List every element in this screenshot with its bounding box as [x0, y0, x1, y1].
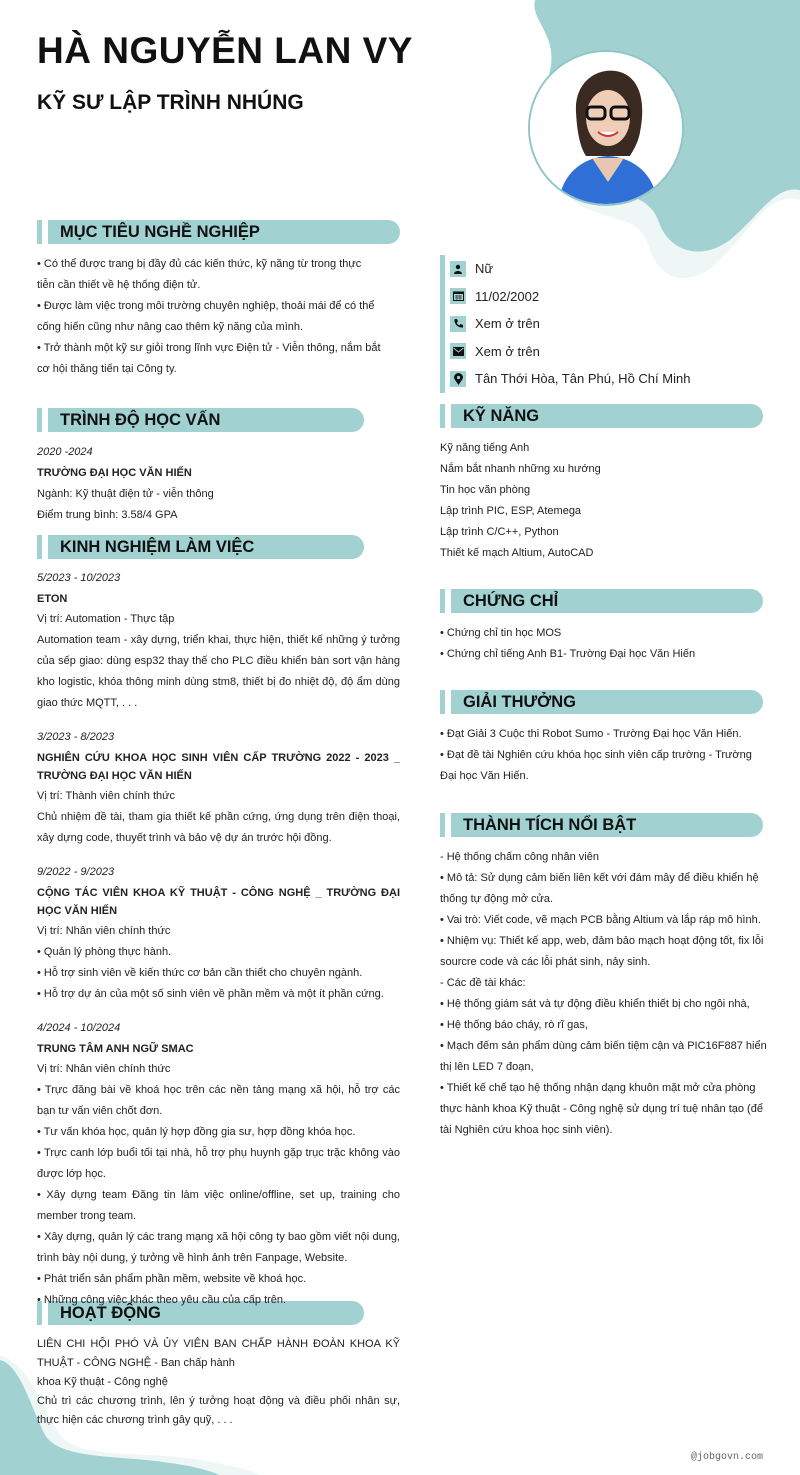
section-header-skills: [440, 404, 763, 428]
education-body: [37, 442, 400, 526]
list-item: - Hệ thống chấm công nhân viên: [440, 851, 599, 863]
experience-period: 3/2023 - 8/2023: [37, 731, 115, 743]
job-title: KỸ SƯ LẬP TRÌNH NHÚNG: [37, 91, 304, 114]
list-item: Lập trình PIC, ESP, Atemega: [440, 505, 582, 517]
contact-item: [450, 283, 770, 311]
section-header-achievements: [440, 813, 763, 837]
experience-line: • Quản lý phòng thực hành.: [37, 946, 172, 958]
section-header-objective: [37, 220, 400, 244]
achievements-body: [440, 847, 770, 1141]
list-item: • Chứng chỉ tin học MOS: [440, 627, 562, 639]
section-title: MỤC TIÊU NGHỀ NGHIỆP: [48, 220, 400, 244]
contact-info: [440, 255, 770, 393]
contact-text: Xem ở trên: [475, 316, 540, 332]
list-item: • Vai trò: Viết code, vẽ mạch PCB bằng Altium và lắp ráp mô hình.: [440, 914, 761, 926]
experience-item: [37, 1018, 400, 1311]
section-title: KỸ NĂNG: [451, 404, 763, 428]
candidate-name: HÀ NGUYỄN LAN VY: [37, 30, 413, 71]
contact-text: Nữ: [475, 261, 494, 277]
awards-body: [440, 724, 763, 787]
contact-text: 11/02/2002: [475, 288, 540, 304]
experience-period: 4/2024 - 10/2024: [37, 1022, 121, 1034]
education-major: Ngành: Kỹ thuật điện tử - viễn thông: [37, 488, 214, 500]
contact-item: [450, 338, 770, 366]
list-item: • Nhiệm vụ: Thiết kế app, web, đảm bảo mạch hoạt động tốt, fix lỗi sourcre code và các lỗi phát sinh, nảy sinh.: [440, 935, 764, 968]
section-title: THÀNH TÍCH NỔI BẬT: [451, 813, 763, 837]
experience-line: Vị trí: Nhân viên chính thức: [37, 1063, 171, 1075]
experience-line: • Những công việc khác theo yêu cầu của cấp trên.: [37, 1294, 287, 1306]
experience-item: [37, 727, 400, 849]
experience-item: [37, 568, 400, 714]
list-item: Nắm bắt nhanh những xu hướng: [440, 463, 601, 475]
list-item: • Hệ thống giám sát và tự động điều khiển thiết bị cho ngôi nhà,: [440, 998, 750, 1010]
experience-line: • Trực canh lớp buổi tối tại nhà, hỗ trợ phụ huynh gặp trục trặc không vào được lớp học.: [37, 1147, 400, 1180]
objective-body: [37, 254, 382, 380]
calendar-icon: [450, 288, 466, 304]
person-icon: [450, 261, 466, 277]
list-item: • Mạch đếm sản phẩm dùng cảm biến tiệm cận và PIC16F887 hiển thị lên LED 7 đoạn,: [440, 1040, 767, 1073]
list-item: Chủ trì các chương trình, lên ý tưởng hoạt động và điều phối nhân sự, thực hiện các chương trình gây quỹ, . . .: [37, 1395, 400, 1426]
list-item: • Hệ thống báo cháy, rò rĩ gas,: [440, 1019, 588, 1031]
contact-item: [450, 310, 770, 338]
experience-body: [37, 568, 400, 1324]
experience-line: Automation team - xây dựng, triển khai, thực hiện, thiết kế những ý tưởng của sếp giao: dùng esp32 thay thế cho PLC điều khiển bàn sort vận hàng kho logistic, khóa thông minh dùng stm8, thiết bị đo nhiệt độ, độ ẩm dùng giao thức MQTT, . . .: [37, 634, 400, 709]
experience-line: • Xây dựng, quản lý các trang mạng xã hội công ty bao gồm viết nội dung, trình bày nội dung, ý tưởng về hình ảnh trên Fanpage, Website.: [37, 1231, 400, 1264]
list-item: • Có thể được trang bị đầy đủ các kiến thức, kỹ năng từ trong thực tiễn cần thiết về hệ thống điện tử.: [37, 258, 362, 291]
experience-period: 9/2022 - 9/2023: [37, 866, 115, 878]
watermark: @jobgovn.com: [690, 1452, 763, 1463]
section-header-certificates: [440, 589, 763, 613]
list-item: • Thiết kế chế tạo hệ thống nhận dạng khuôn mặt mở cửa phòng thực hành khoa Kỹ thuật - Công nghệ sử dụng trí tuệ nhân tạo (để tài Nghiên cứu khoa học sinh viên).: [440, 1082, 763, 1136]
certificates-body: [440, 623, 763, 665]
section-title: HOẠT ĐỘNG: [48, 1301, 364, 1325]
contact-text: Xem ở trên: [475, 343, 540, 359]
list-item: Thiết kế mạch Altium, AutoCAD: [440, 547, 594, 559]
experience-line: • Hỗ trợ dự án của một số sinh viên về phần mềm và một ít phần cứng.: [37, 988, 384, 1000]
section-header-awards: [440, 690, 763, 714]
section-title: GIẢI THƯỞNG: [451, 690, 763, 714]
experience-line: • Tư vấn khóa học, quản lý hợp đồng gia sư, hợp đồng khóa học.: [37, 1126, 356, 1138]
experience-line: Chủ nhiệm đề tài, tham gia thiết kế phần cứng, ứng dụng trên điện thoại, xây dựng code, thuyết trình và bảo vệ dự án trước hội đồng.: [37, 811, 400, 844]
experience-org: CỘNG TÁC VIÊN KHOA KỸ THUẬT - CÔNG NGHỆ _ TRƯỜNG ĐẠI HỌC VĂN HIẾN: [37, 887, 400, 917]
list-item: LIÊN CHI HỘI PHÓ VÀ ỦY VIÊN BAN CHẤP HÀNH ĐOÀN KHOA KỸ THUẬT - CÔNG NGHỆ - Ban chấp hành: [37, 1338, 400, 1369]
education-period: 2020 -2024: [37, 446, 93, 458]
section-title: CHỨNG CHỈ: [451, 589, 763, 613]
list-item: • Đạt đề tài Nghiên cứu khóa học sinh viên cấp trường - Trường Đại học Văn Hiến.: [440, 749, 752, 782]
phone-icon: [450, 316, 466, 332]
experience-line: • Phát triển sản phẩm phần mềm, website về khoá học.: [37, 1273, 307, 1285]
activities-body: [37, 1335, 400, 1430]
email-icon: [450, 343, 466, 359]
contact-text: Tân Thới Hòa, Tân Phú, Hồ Chí Minh: [475, 371, 691, 387]
list-item: • Mô tả: Sử dụng cảm biến liên kết với đám mây để điều khiển hệ thống tự động mở cửa.: [440, 872, 759, 905]
education-school: TRƯỜNG ĐẠI HỌC VĂN HIẾN: [37, 467, 192, 479]
experience-line: Vị trí: Thành viên chính thức: [37, 790, 176, 802]
list-item: • Đạt Giải 3 Cuộc thi Robot Sumo - Trường Đại học Văn Hiến.: [440, 728, 742, 740]
contact-item: [450, 365, 770, 393]
education-gpa: Điểm trung bình: 3.58/4 GPA: [37, 509, 178, 521]
skills-body: [440, 438, 763, 564]
list-item: Lập trình C/C++, Python: [440, 526, 559, 538]
list-item: Kỹ năng tiếng Anh: [440, 442, 530, 454]
experience-line: • Trực đăng bài về khoá học trên các nền tảng mạng xã hội, hỗ trợ các bạn tư vấn viên chốt đơn.: [37, 1084, 400, 1117]
experience-line: Vị trí: Automation - Thực tập: [37, 613, 175, 625]
list-item: Tin học văn phòng: [440, 484, 531, 496]
section-header-experience: [37, 535, 364, 559]
section-header-education: [37, 408, 364, 432]
experience-period: 5/2023 - 10/2023: [37, 572, 121, 584]
location-icon: [450, 371, 466, 387]
experience-line: • Hỗ trợ sinh viên về kiến thức cơ bản cần thiết cho chuyên ngành.: [37, 967, 363, 979]
experience-org: TRUNG TÂM ANH NGỮ SMAC: [37, 1043, 194, 1055]
experience-line: • Xây dựng team Đăng tin làm việc online/offline, set up, training cho member trong team.: [37, 1189, 400, 1222]
list-item: • Được làm việc trong môi trường chuyên nghiệp, thoải mái để có thể cống hiến cũng như nâng cao thêm kỹ năng của mình.: [37, 300, 375, 333]
section-title: KINH NGHIỆM LÀM VIỆC: [48, 535, 364, 559]
experience-org: NGHIÊN CỨU KHOA HỌC SINH VIÊN CẤP TRƯỜNG 2022 - 2023 _ TRƯỜNG ĐẠI HỌC VĂN HIẾN: [37, 752, 400, 782]
list-item: • Trở thành một kỹ sư giỏi trong lĩnh vực Điện tử - Viễn thông, nắm bắt cơ hội thăng tiến tại Công ty.: [37, 342, 381, 375]
list-item: • Chứng chỉ tiếng Anh B1- Trường Đại học Văn Hiến: [440, 648, 696, 660]
experience-item: [37, 862, 400, 1005]
experience-line: Vị trí: Nhân viên chính thức: [37, 925, 171, 937]
experience-org: ETON: [37, 593, 68, 605]
profile-photo: [528, 50, 684, 206]
list-item: - Các đề tài khác:: [440, 977, 526, 989]
contact-item: [450, 255, 770, 283]
section-title: TRÌNH ĐỘ HỌC VẤN: [48, 408, 364, 432]
list-item: khoa Kỹ thuật - Công nghệ: [37, 1376, 168, 1388]
